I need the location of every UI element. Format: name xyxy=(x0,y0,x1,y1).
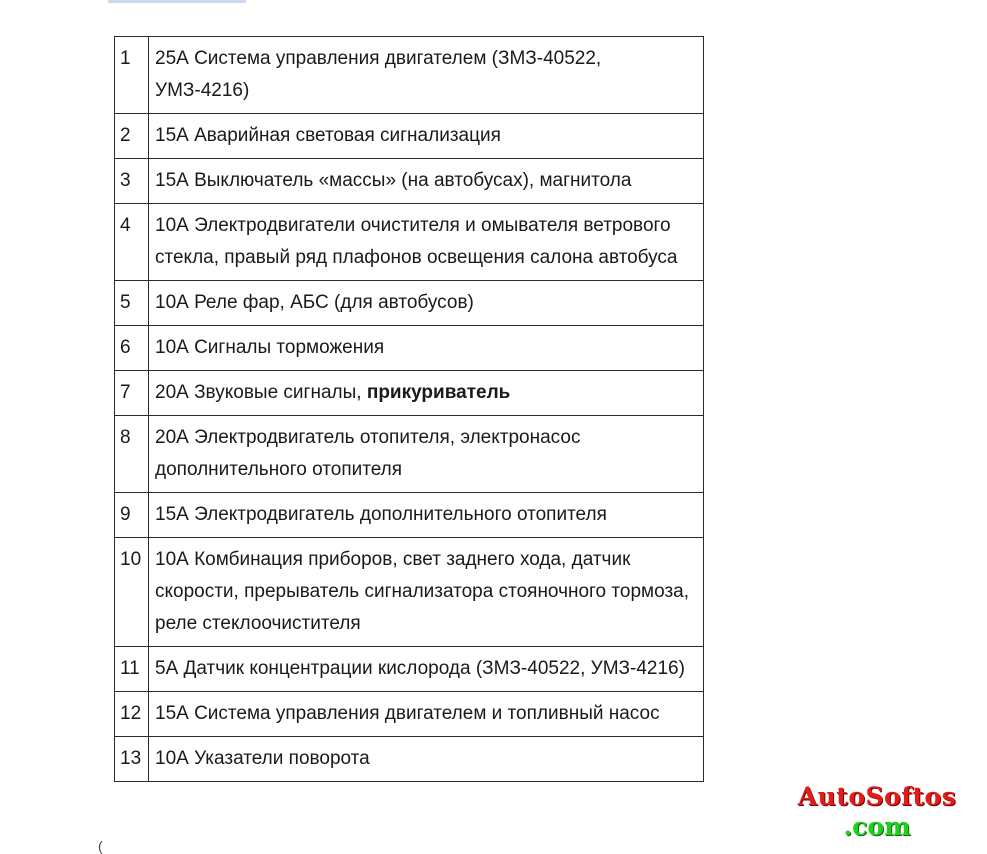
fuse-description: 20А Электродвигатель отопителя, электронасос дополнительного отопителя xyxy=(149,416,704,493)
table-row xyxy=(115,281,704,326)
fuse-description: 20А Звуковые сигналы, прикуриватель xyxy=(149,371,704,416)
watermark-line1: AutoSoftos xyxy=(797,782,957,811)
fuse-number: 5 xyxy=(115,281,149,326)
table-row xyxy=(115,326,704,371)
table-row xyxy=(115,647,704,692)
table-row xyxy=(115,371,704,416)
fuse-description: 15А Выключатель «массы» (на автобусах), магнитола xyxy=(149,159,704,204)
stray-paren: ( xyxy=(98,838,103,854)
fuse-number: 12 xyxy=(115,692,149,737)
fuse-description: 10А Электродвигатели очистителя и омывателя ветрового стекла, правый ряд плафонов освещения салона автобуса xyxy=(149,204,704,281)
table-row xyxy=(115,114,704,159)
table-row xyxy=(115,159,704,204)
fuse-number: 3 xyxy=(115,159,149,204)
table-row xyxy=(115,37,704,114)
fuse-table xyxy=(114,36,704,782)
fuse-number: 9 xyxy=(115,493,149,538)
fuse-description: 10А Указатели поворота xyxy=(149,737,704,782)
fuse-number: 13 xyxy=(115,737,149,782)
fuse-number: 10 xyxy=(115,538,149,647)
table-row xyxy=(115,692,704,737)
fuse-description: 5А Датчик концентрации кислорода (ЗМЗ-40522, УМЗ-4216) xyxy=(149,647,704,692)
fuse-description: 25А Система управления двигателем (ЗМЗ-40522, УМЗ-4216) xyxy=(149,37,704,114)
fuse-description: 10А Сигналы торможения xyxy=(149,326,704,371)
fuse-number: 6 xyxy=(115,326,149,371)
fuse-number: 2 xyxy=(115,114,149,159)
fuse-number: 11 xyxy=(115,647,149,692)
table-row xyxy=(115,493,704,538)
table-row xyxy=(115,538,704,647)
watermark-line2: .com xyxy=(843,812,911,841)
fuse-description: 15А Электродвигатель дополнительного отопителя xyxy=(149,493,704,538)
fuse-number: 8 xyxy=(115,416,149,493)
fuse-number: 4 xyxy=(115,204,149,281)
fuse-number: 7 xyxy=(115,371,149,416)
top-link-strip xyxy=(108,0,246,3)
bold-text: прикуриватель xyxy=(366,382,511,403)
fuse-description: 10А Комбинация приборов, свет заднего хода, датчик скорости, прерыватель сигнализатора стояночного тормоза, реле стеклоочистителя xyxy=(149,538,704,647)
fuse-description: 15А Система управления двигателем и топливный насос xyxy=(149,692,704,737)
fuse-description: 10А Реле фар, АБС (для автобусов) xyxy=(149,281,704,326)
watermark-logo xyxy=(782,782,972,842)
fuse-number: 1 xyxy=(115,37,149,114)
table-row xyxy=(115,737,704,782)
table-row xyxy=(115,204,704,281)
fuse-description: 15А Аварийная световая сигнализация xyxy=(149,114,704,159)
table-row xyxy=(115,416,704,493)
